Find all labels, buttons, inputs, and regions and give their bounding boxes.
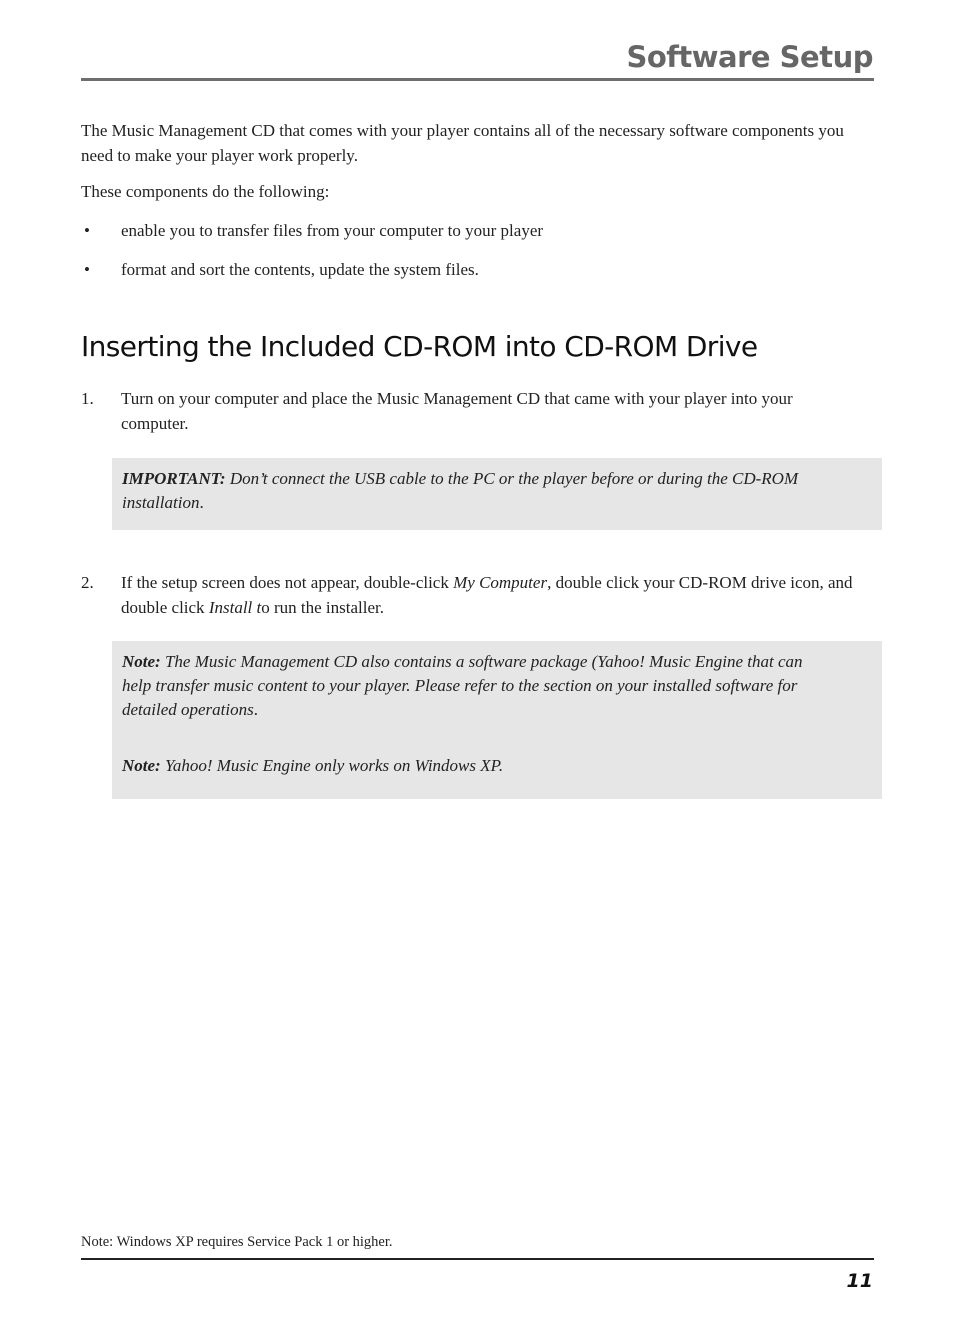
intro-paragraph: The Music Management CD that comes with your player contains all of the necessary software components you need to make your player work properly.	[81, 121, 844, 165]
step-text-part: o run the installer.	[261, 598, 384, 617]
page-number: 11	[846, 1270, 873, 1292]
step-text: Turn on your computer and place the Music Management CD that came with your player into your computer.	[121, 389, 793, 433]
install-term: Install t	[208, 598, 262, 617]
note-label: Note:	[122, 652, 161, 671]
note-end: .	[253, 700, 258, 719]
step-text-part: , double click your CD-ROM drive icon, and double click	[121, 573, 853, 617]
step-text	[121, 570, 861, 620]
note-text: Yahoo! Music Engine only works on Windows XP.	[160, 756, 504, 775]
important-text: Don’t connect the USB cable to the PC or the player before or during the CD-ROM installation	[122, 469, 799, 512]
section-heading: Inserting the Included CD-ROM into CD-ROM Drive	[81, 330, 758, 363]
important-callout	[112, 458, 882, 530]
important-end: .	[199, 493, 204, 512]
step-text-part: If the setup screen does not appear, double-click	[121, 573, 454, 592]
list-item-text: enable you to transfer files from your computer to your player	[121, 221, 544, 240]
footer-divider	[81, 1258, 874, 1260]
bullet-marker: •	[84, 221, 90, 240]
bullet-marker: •	[84, 260, 90, 279]
important-label: IMPORTANT:	[122, 469, 226, 488]
list-item-text: format and sort the contents, update the system files.	[121, 260, 479, 279]
my-computer-term: My Computer	[453, 573, 548, 592]
step-number: 1.	[81, 389, 94, 408]
step-number: 2.	[81, 573, 94, 592]
section-title: Software Setup	[626, 40, 873, 74]
header-divider	[81, 78, 874, 81]
footnote: Note: Windows XP requires Service Pack 1 or higher.	[81, 1234, 393, 1250]
intro-lead-in: These components do the following:	[81, 182, 330, 201]
note-callout	[112, 641, 882, 799]
note-text: The Music Management CD also contains a software package (Yahoo! Music Engine that can help transfer music content to your player. Please refer to the section on your installed software for detailed operations	[122, 652, 803, 719]
note-label: Note:	[122, 756, 161, 775]
